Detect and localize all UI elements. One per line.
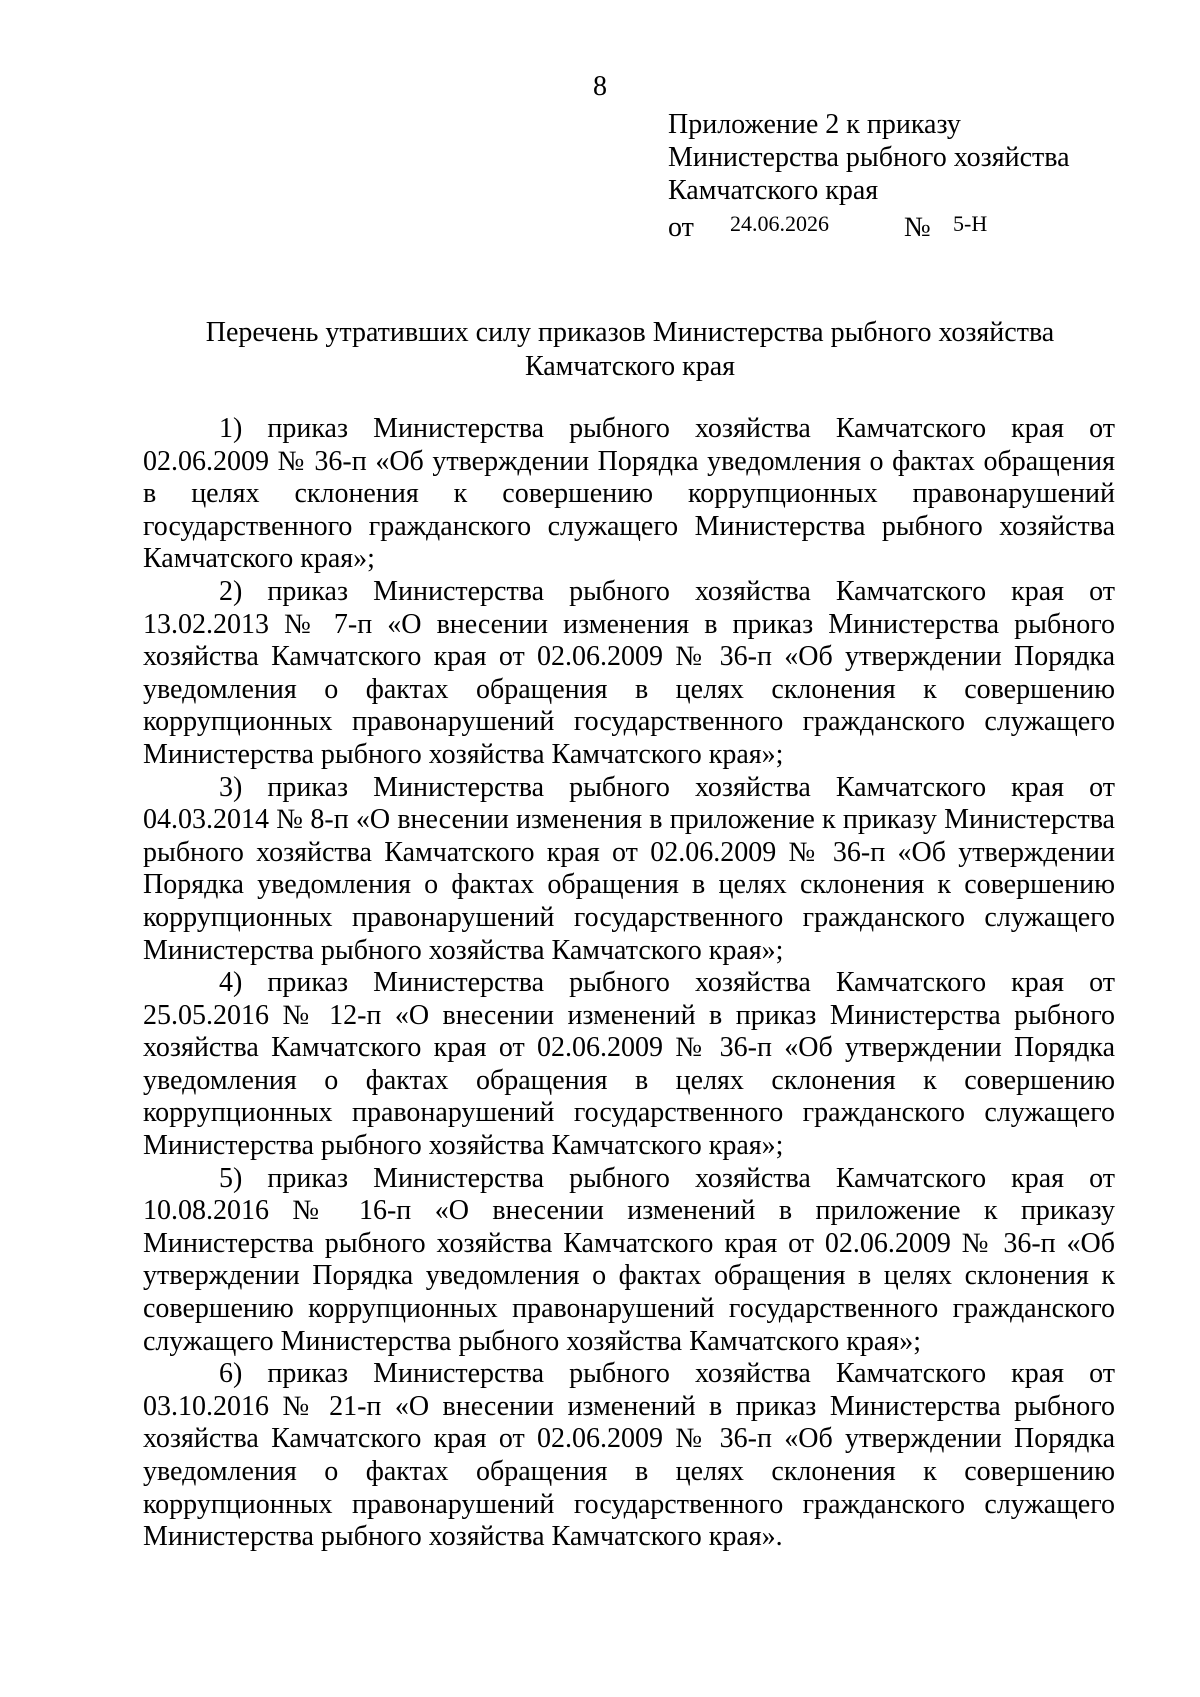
list-item-5: 5) приказ Министерства рыбного хозяйства Камчатского края от 10.08.2016 № 16-п «О внесении изменений в приложение к приказу Министерства рыбного хозяйства Камчатского края от 02.06.2009 № 36-п «Об утверждении Порядка уведомления о фактах обращения в целях склонения к совершению коррупционных правонарушений государственного гражданского служащего Министерства рыбного хозяйства Камчатского края»;: [143, 1162, 1115, 1357]
list-item-3: 3) приказ Министерства рыбного хозяйства Камчатского края от 04.03.2014 № 8-п «О внесении изменения в приложение к приказу Министерства рыбного хозяйства Камчатского края от 02.06.2009 № 36-п «Об утверждении Порядка уведомления о фактах обращения в целях склонения к совершению коррупционных правонарушений государственного гражданского служащего Министерства рыбного хозяйства Камчатского края»;: [143, 771, 1115, 966]
order-date: 24.06.2026: [730, 211, 829, 236]
appendix-line-2: Министерства рыбного хозяйства: [668, 142, 1070, 173]
list-item-6: 6) приказ Министерства рыбного хозяйства Камчатского края от 03.10.2016 № 21-п «О внесении изменений в приказ Министерства рыбного хозяйства Камчатского края от 02.06.2009 № 36-п «Об утверждении Порядка уведомления о фактах обращения в целях склонения к совершению коррупционных правонарушений государственного гражданского служащего Министерства рыбного хозяйства Камчатского края».: [143, 1358, 1115, 1553]
appendix-line-3: Камчатского края: [668, 175, 879, 206]
appendix-block: [668, 108, 1070, 243]
number-label: №: [904, 212, 931, 243]
order-date-number-row: [668, 207, 1070, 243]
list-item-4: 4) приказ Министерства рыбного хозяйства Камчатского края от 25.05.2016 № 12-п «О внесении изменений в приказ Министерства рыбного хозяйства Камчатского края от 02.06.2009 № 36-п «Об утверждении Порядка уведомления о фактах обращения в целях склонения к совершению коррупционных правонарушений государственного гражданского служащего Министерства рыбного хозяйства Камчатского края»;: [143, 967, 1115, 1162]
appendix-line-1: Приложение 2 к приказу: [668, 109, 961, 140]
repealed-orders-list: [143, 413, 1115, 1554]
list-item-2: 2) приказ Министерства рыбного хозяйства Камчатского края от 13.02.2013 № 7-п «О внесении изменения в приказ Министерства рыбного хозяйства Камчатского края от 02.06.2009 № 36-п «Об утверждении Порядка уведомления о фактах обращения в целях склонения к совершению коррупционных правонарушений государственного гражданского служащего Министерства рыбного хозяйства Камчатского края»;: [143, 575, 1115, 770]
title-line-2: Камчатского края: [524, 351, 736, 382]
from-label: от: [668, 212, 694, 243]
order-number: 5-Н: [953, 211, 988, 236]
title-line-1: Перечень утративших силу приказов Министерства рыбного хозяйства: [205, 317, 1055, 348]
page-number: 8: [593, 71, 607, 102]
document-title: [140, 316, 1120, 384]
list-item-1: 1) приказ Министерства рыбного хозяйства Камчатского края от 02.06.2009 № 36-п «Об утверждении Порядка уведомления о фактах обращения в целях склонения к совершению коррупционных правонарушений государственного гражданского служащего Министерства рыбного хозяйства Камчатского края»;: [143, 413, 1115, 575]
